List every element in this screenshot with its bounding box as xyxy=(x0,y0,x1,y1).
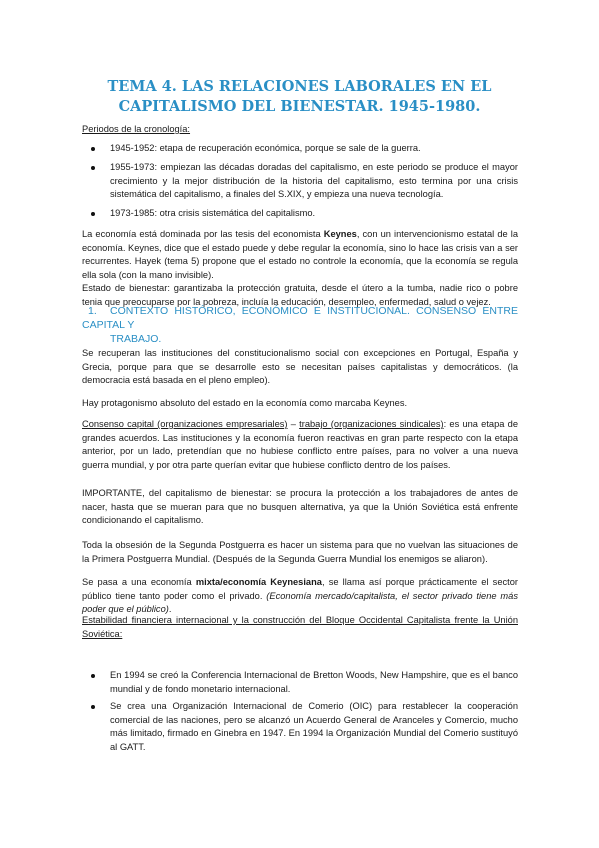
bullet-icon xyxy=(91,212,95,216)
bullet-icon xyxy=(91,674,95,678)
bullet-icon xyxy=(91,166,95,170)
document-title xyxy=(60,77,539,117)
paragraph-estado-bienestar: Estado de bienestar: garantizaba la protección gratuita, desde el útero a la tumba, nadie rico o pobre tenia que preocuparse por la pobreza, incluía la educación, desempleo, enfermedad, salud o vejez. xyxy=(82,283,518,307)
paragraph-protagonismo: Hay protagonismo absoluto del estado en la economía como marcaba Keynes. xyxy=(82,398,408,408)
paragraph-recuperan: Se recuperan las instituciones del constitucionalismo social con excepciones en Portugal, España y Grecia, porque para que se desarrolle esto se necesitan países capitalistas y democráticos. (la democracia está basada en el pleno empleo). xyxy=(82,348,518,386)
section-1-title-line-1: CONTEXTO HISTÓRICO, ECONÓMICO E INSTITUCIONAL. CONSENSO ENTRE CAPITAL Y xyxy=(82,305,518,331)
paragraph-economia-mixta: Se pasa a una economía mixta/economía Keynesiana, se llama así porque prácticamente el sector público tiene tanto poder como el privado. (Economía mercado/capitalista, el sector privado tiene más poder que el público). xyxy=(82,577,518,615)
title-line-2: CAPITALISMO DEL BIENESTAR. 1945-1980. xyxy=(118,98,481,115)
periods-item-1: 1945-1952: etapa de recuperación económica, porque se sale de la guerra. xyxy=(110,143,421,153)
estabilidad-item-2: Se crea una Organización Internacional de Comerio (OIC) para restablecer la cooperación comercial de las naciones, pero se alcanzó un Acuerdo General de Aranceles y Comercio, mucho más limitado, firmado en Ginebra en 1947. En 1994 la Organización Mundial del Comerio sustituyó al GATT. xyxy=(110,701,518,752)
periods-heading: Periodos de la cronología: xyxy=(82,124,191,134)
bullet-icon xyxy=(91,147,95,151)
periods-item-3: 1973-1985: otra crisis sistemática del capitalismo. xyxy=(110,208,316,218)
title-line-1: TEMA 4. LAS RELACIONES LABORALES EN EL xyxy=(107,78,492,95)
paragraph-importante: IMPORTANTE, del capitalismo de bienestar: se procura la protección a los trabajadores de antes de nacer, hasta que se mueran para que no busquen alternativa, ya que la Unión Soviética está enfrente condicionando el capitalismo. xyxy=(82,488,518,526)
estabilidad-heading: Estabilidad financiera internacional y la construcción del Bloque Occidental Capitalista frente la Unión Soviética: xyxy=(82,615,518,639)
paragraph-keynes: La economía está dominada por las tesis del economista Keynes, con un intervencionismo estatal de la economía. Keynes, dice que el estado puede y debe regular la economía, sino lo hace las crisis van a ser recurrentes. Hayek (tema 5) propone que el estado no controle la economía, que la economía se regula ella sola (con la mano invisible). xyxy=(82,229,518,280)
paragraph-obsesion: Toda la obsesión de la Segunda Postguerra es hacer un sistema para que no vuelvan las situaciones de la Primera Postguerra Mundial. (Después de la Segunda Guerra Mundial los enemigos se aliaron). xyxy=(82,540,518,564)
section-1-title-line-2: TRABAJO. xyxy=(110,333,162,345)
section-1-number: 1. xyxy=(88,305,97,317)
periods-item-2: 1955-1973: empiezan las décadas doradas del capitalismo, en este periodo se produce el mayor crecimiento y la mejor distribución de la historia del capitalismo, esto termina por una crisis sistemática del capitalismo, a finales del S.XIX, y empieza una nueva tecnología. xyxy=(110,162,518,200)
estabilidad-item-1: En 1994 se creó la Conferencia Internacional de Bretton Woods, New Hampshire, que es el banco mundial y de fondo monetario internacional. xyxy=(110,670,518,694)
section-1-heading xyxy=(82,304,518,346)
paragraph-consenso: Consenso capital (organizaciones empresariales) – trabajo (organizaciones sindicales): es una etapa de grandes acuerdos. Las instituciones y la economía fueron reactivas en gran parte respecto con la etapa anterior, por un lado, pretendían que no hubiese conflicto entre países, para no volver a una nueva guerra mundial, y por otra parte querían evitar que hubiese conflicto dentro de los países. xyxy=(82,419,519,470)
bullet-icon xyxy=(91,705,95,709)
